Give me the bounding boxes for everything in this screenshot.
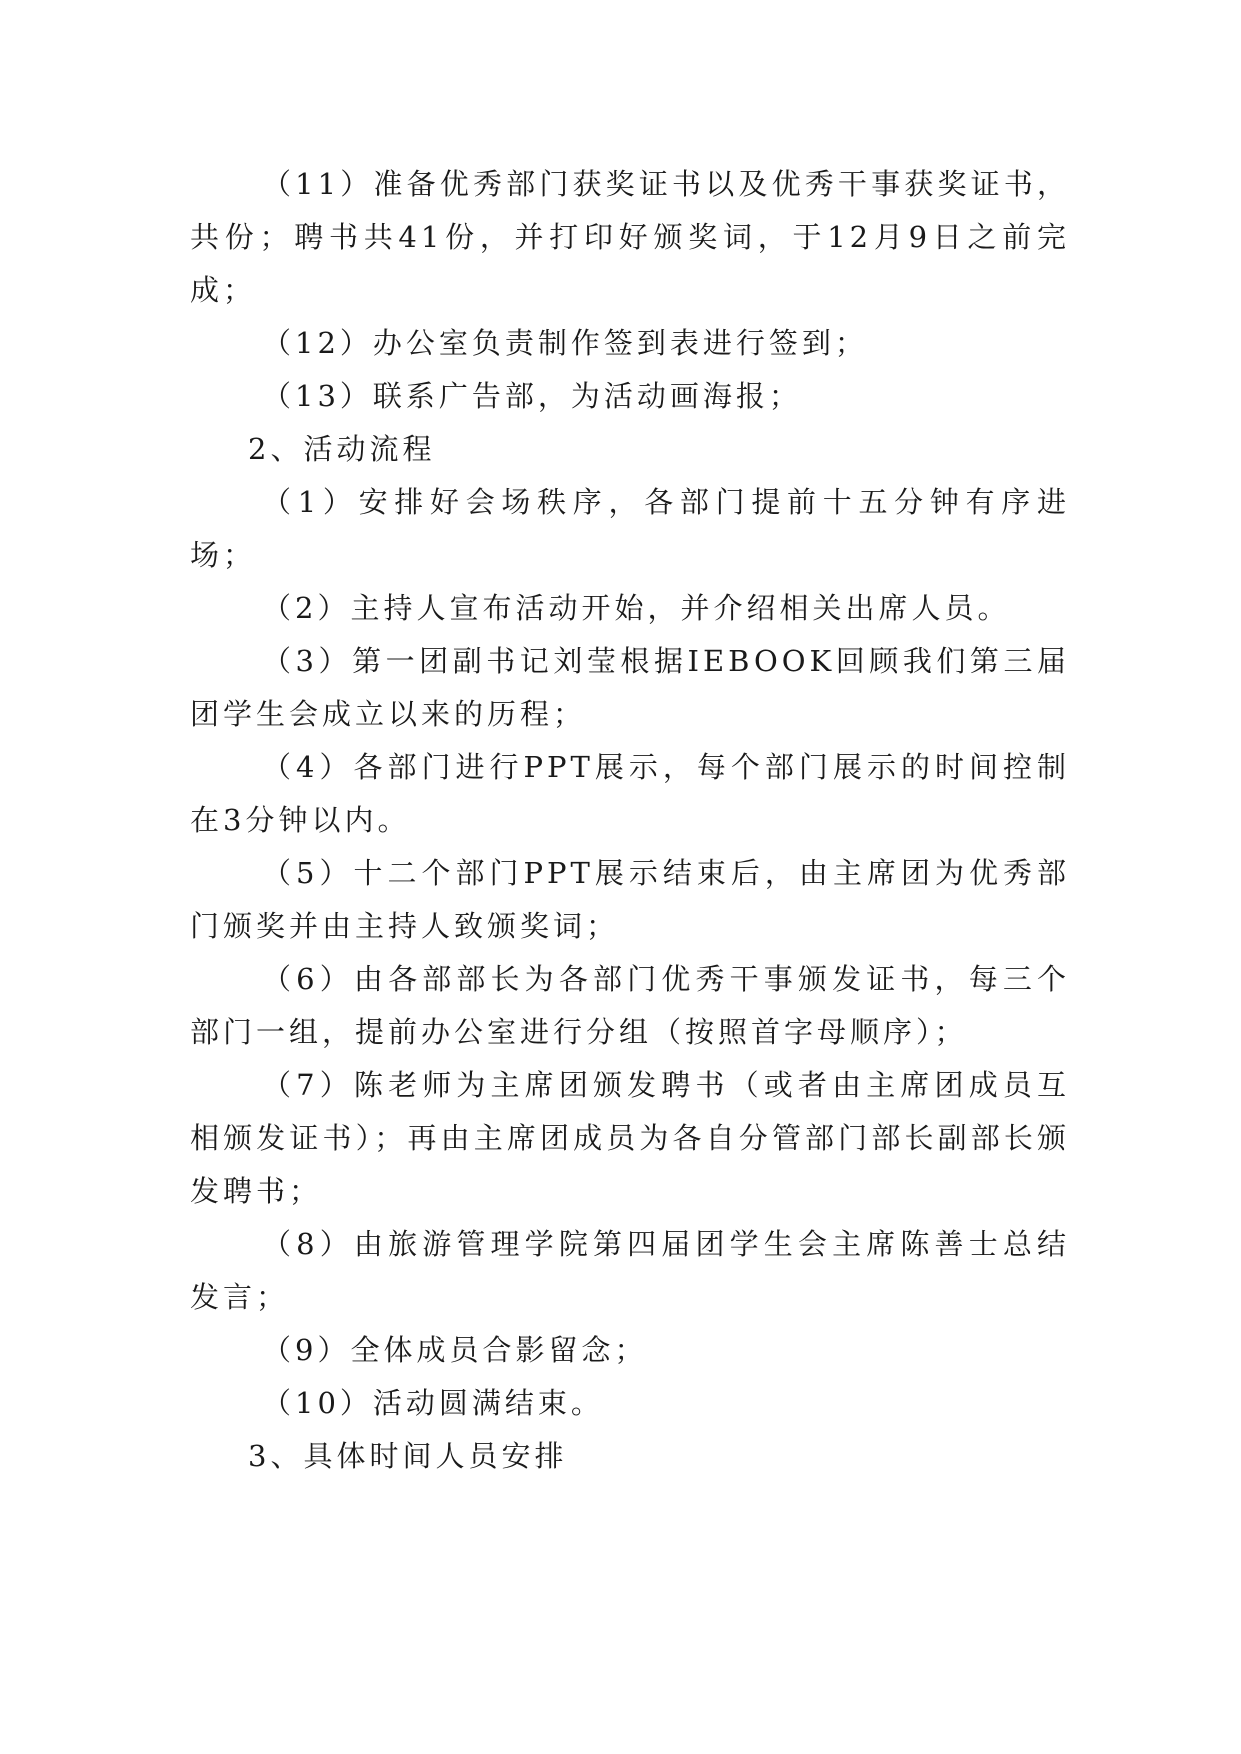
section-heading-schedule: 3、具体时间人员安排	[248, 1439, 568, 1473]
paragraph-flow-6: （6）由各部部长为各部门优秀干事颁发证书，每三个部门一组，提前办公室进行分组（按照首字母顺序）；	[190, 962, 1070, 1049]
paragraph-item-13: （13）联系广告部，为活动画海报；	[262, 379, 802, 413]
paragraph-flow-3: （3）第一团副书记刘莹根据IEBOOK回顾我们第三届团学生会成立以来的历程；	[190, 644, 1070, 731]
paragraph-flow-4: （4）各部门进行PPT展示，每个部门展示的时间控制在3分钟以内。	[190, 750, 1070, 837]
paragraph-item-11: （11）准备优秀部门获奖证书以及优秀干事获奖证书，共份；聘书共41份，并打印好颁奖词，于12月9日之前完成；	[190, 167, 1070, 307]
paragraph-flow-1: （1）安排好会场秩序，各部门提前十五分钟有序进场；	[190, 485, 1070, 572]
paragraph-flow-9: （9）全体成员合影留念；	[262, 1333, 648, 1367]
section-heading-activity-flow: 2、活动流程	[248, 432, 436, 466]
document-body	[190, 158, 1070, 1483]
paragraph-flow-8: （8）由旅游管理学院第四届团学生会主席陈善士总结发言；	[190, 1227, 1070, 1314]
paragraph-flow-5: （5）十二个部门PPT展示结束后，由主席团为优秀部门颁奖并由主持人致颁奖词；	[190, 856, 1070, 943]
paragraph-flow-10: （10）活动圆满结束。	[262, 1386, 604, 1420]
paragraph-flow-2: （2）主持人宣布活动开始，并介绍相关出席人员。	[262, 591, 1011, 625]
paragraph-flow-7: （7）陈老师为主席团颁发聘书（或者由主席团成员互相颁发证书）；再由主席团成员为各自分管部门部长副部长颁发聘书；	[190, 1068, 1070, 1208]
paragraph-item-12: （12）办公室负责制作签到表进行签到；	[262, 326, 868, 360]
